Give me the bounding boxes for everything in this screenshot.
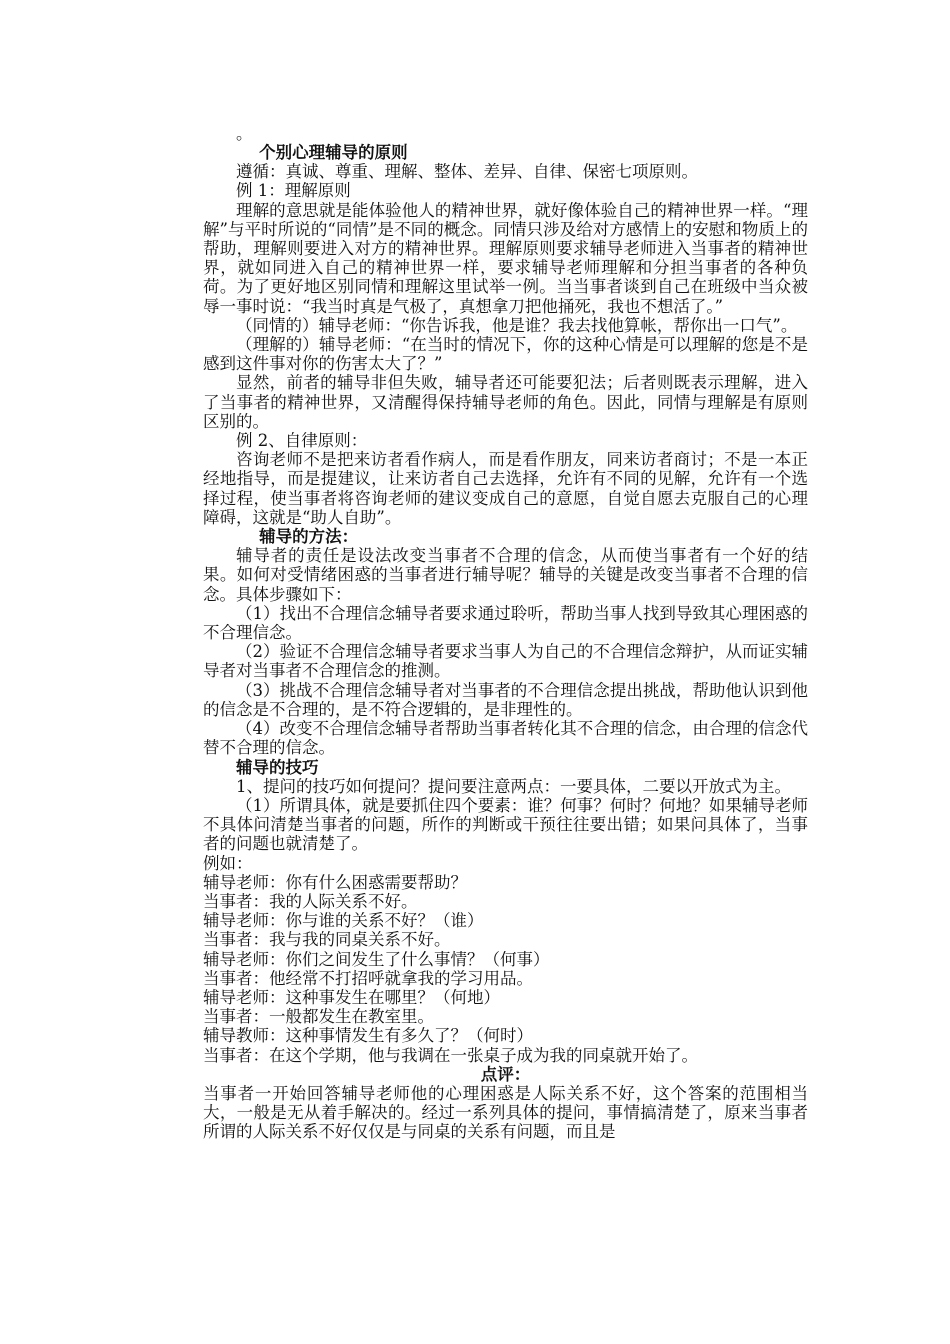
questioning-skill: 1、提问的技巧如何提问？提问要注意两点：一要具体，二要以开放式为主。	[236, 776, 791, 796]
self-discipline-paragraph: 咨询老师不是把来访者看作病人，而是看作朋友，同来访者商讨；不是一本正经地指导，而是提建议，让来访者自己去选择，允许有不同的见解，允许有一个选择过程，使当事者将咨询老师的建议变成自己的意愿，自觉自愿去克服自己的心理障碍，这就是“助人自助”。	[203, 450, 808, 527]
dialogue-line: 当事者：我的人际关系不好。	[203, 891, 418, 911]
comment-heading: 点评：	[480, 1064, 531, 1084]
methods-intro: 辅导者的责任是设法改变当事者不合理的信念，从而使当事者有一个好的结果。如何对受情绪困惑的当事者进行辅导呢？辅导的关键是改变当事者不合理的信念。具体步骤如下：	[203, 546, 808, 604]
dialogue-line: 辅导老师：你有什么困惑需要帮助？	[203, 872, 467, 892]
dialogue-line: 当事者：我与我的同桌关系不好。	[203, 930, 451, 950]
understanding-reply: （理解的）辅导老师：“在当时的情况下，你的这种心情是可以理解的您是不是感到这件事对你的伤害太大了？”	[203, 335, 808, 374]
example-2-title: 例 2、自律原则：	[236, 431, 368, 451]
specificity-paragraph: （1）所谓具体，就是要抓住四个要素：谁？何事？何时？何地？如果辅导老师不具体问清楚当事者的问题，所作的判断或干预往往要出错；如果问具体了，当事者的问题也就清楚了。	[203, 795, 808, 854]
method-step-3: （3）挑战不合理信念辅导者对当事者的不合理信念提出挑战，帮助他认识到他的信念是不合理的，是不符合逻辑的，是非理性的。	[203, 680, 808, 719]
dialogue-line: 辅导老师：你与谁的关系不好？（谁）	[203, 911, 484, 931]
dialogue-line: 辅导老师：这种事发生在哪里？（何地）	[203, 987, 500, 1007]
document-page	[203, 124, 808, 1142]
sympathy-reply: （同情的）辅导老师：“你告诉我，他是谁？我去找他算帐，帮你出一口气”。	[236, 315, 798, 335]
dialogue-line: 当事者：他经常不打招呼就拿我的学习用品。	[203, 968, 533, 988]
comparison-paragraph: 显然，前者的辅导非但失败，辅导者还可能要犯法；后者则既表示理解，进入了当事者的精神世界，又清醒得保持辅导老师的角色。因此，同情与理解是有原则区别的。	[203, 373, 808, 431]
method-step-2: （2）验证不合理信念辅导者要求当事人为自己的不合理信念辩护，从而证实辅导者对当事者不合理信念的推测。	[203, 642, 808, 681]
comment-paragraph: 当事者一开始回答辅导老师他的心理困惑是人际关系不好，这个答案的范围相当大，一般是无从着手解决的。经过一系列具体的提问，事情搞清楚了，原来当事者所谓的人际关系不好仅仅是与同桌的关系有问题，而且是	[203, 1083, 808, 1142]
method-step-4: （4）改变不合理信念辅导者帮助当事者转化其不合理的信念，由合理的信念代替不合理的信念。	[203, 719, 808, 758]
section-heading-methods: 辅导的方法：	[259, 527, 359, 547]
section-heading-principles: 个别心理辅导的原则	[259, 143, 408, 162]
stray-period: 。	[236, 124, 253, 143]
method-step-1: （1）找出不合理信念辅导者要求通过聆听，帮助当事人找到导致其心理困惑的不合理信念。	[203, 603, 808, 643]
section-heading-skills: 辅导的技巧	[236, 757, 319, 777]
dialogue-line: 当事者：一般都发生在教室里。	[203, 1007, 434, 1027]
understanding-paragraph: 理解的意思就是能体验他人的精神世界，就好像体验自己的精神世界一样。“理解”与平时所说的“同情”是不同的概念。同情只涉及给对方感情上的安慰和物质上的帮助，理解则要进入对方的精神世界。理解原则要求辅导老师进入当事者的精神世界，就如同进入自己的精神世界一样，要求辅导老师理解和分担当事者的各种负荷。为了更好地区别同情和理解这里试举一例。当当事者谈到自己在班级中当众被辱一事时说：“我当时真是气极了，真想拿刀把他捅死，我也不想活了。”	[203, 200, 808, 316]
dialogue-line: 辅导教师：这种事情发生有多久了？（何时）	[203, 1026, 533, 1046]
example-label: 例如：	[203, 853, 253, 873]
principles-summary: 遵循：真诚、尊重、理解、整体、差异、自律、保密七项原则。	[236, 162, 698, 182]
dialogue-line: 辅导老师：你们之间发生了什么事情？（何事）	[203, 949, 550, 969]
dialogue-line: 当事者：在这个学期，他与我调在一张桌子成为我的同桌就开始了。	[203, 1045, 698, 1065]
example-1-title: 例 1：理解原则	[236, 181, 351, 201]
